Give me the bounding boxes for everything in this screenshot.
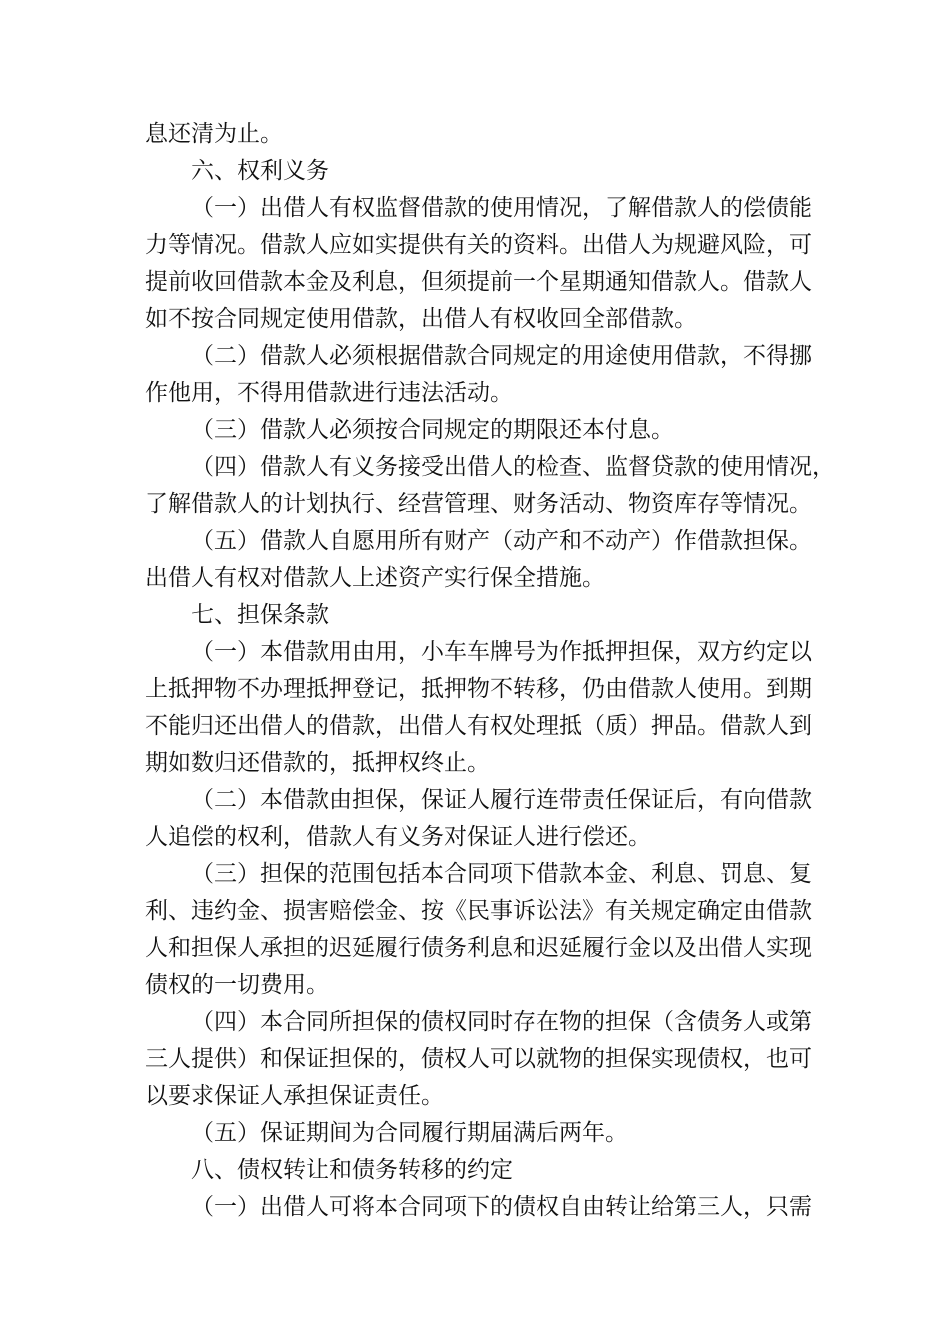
text-line: 利、违约金、损害赔偿金、按《民事诉讼法》有关规定确定由借款 [145,898,812,924]
text-line: 如不按合同规定使用借款，出借人有权收回全部借款。 [145,306,697,332]
text-line: 债权的一切费用。 [145,972,329,998]
text-line: 不能归还出借人的借款，出借人有权处理抵（质）押品。借款人到 [145,713,812,739]
clause-line: （二）借款人必须根据借款合同规定的用途使用借款，不得挪 [191,343,812,369]
clause-line: （五）借款人自愿用所有财产（动产和不动产）作借款担保。 [191,528,812,554]
contract-text-body [145,116,835,1226]
text-line: 了解借款人的计划执行、经营管理、财务活动、物资库存等情况。 [145,491,812,517]
section-heading: 八、债权转让和债务转移的约定 [191,1157,513,1183]
text-line: 人和担保人承担的迟延履行债务利息和迟延履行金以及出借人实现 [145,935,812,961]
clause-line: （二）本借款由担保，保证人履行连带责任保证后，有向借款 [191,787,812,813]
clause-line: （五）保证期间为合同履行期届满后两年。 [191,1120,628,1146]
clause-line: （四）本合同所担保的债权同时存在物的担保（含债务人或第 [191,1009,812,1035]
section-heading: 六、权利义务 [191,158,329,184]
clause-line: （一）出借人可将本合同项下的债权自由转让给第三人，只需 [191,1194,812,1220]
clause-line: （四）借款人有义务接受出借人的检查、监督贷款的使用情况， [191,454,835,480]
text-line: 上抵押物不办理抵押登记，抵押物不转移，仍由借款人使用。到期 [145,676,812,702]
clause-line: （三）担保的范围包括本合同项下借款本金、利息、罚息、复 [191,861,812,887]
text-line: 作他用，不得用借款进行违法活动。 [145,380,513,406]
text-line: 三人提供）和保证担保的，债权人可以就物的担保实现债权，也可 [145,1046,812,1072]
text-line: 人追偿的权利，借款人有义务对保证人进行偿还。 [145,824,651,850]
text-line: 力等情况。借款人应如实提供有关的资料。出借人为规避风险，可 [145,232,812,258]
text-line: 出借人有权对借款人上述资产实行保全措施。 [145,565,605,591]
text-line: 息还清为止。 [145,121,283,147]
text-line: 提前收回借款本金及利息，但须提前一个星期通知借款人。借款人 [145,269,812,295]
clause-line: （一）本借款用由用，小车车牌号为作抵押担保，双方约定以 [191,639,812,665]
section-heading: 七、担保条款 [191,602,329,628]
text-line: 期如数归还借款的，抵押权终止。 [145,750,490,776]
clause-line: （一）出借人有权监督借款的使用情况，了解借款人的偿债能 [191,195,812,221]
text-line: 以要求保证人承担保证责任。 [145,1083,444,1109]
clause-line: （三）借款人必须按合同规定的期限还本付息。 [191,417,674,443]
